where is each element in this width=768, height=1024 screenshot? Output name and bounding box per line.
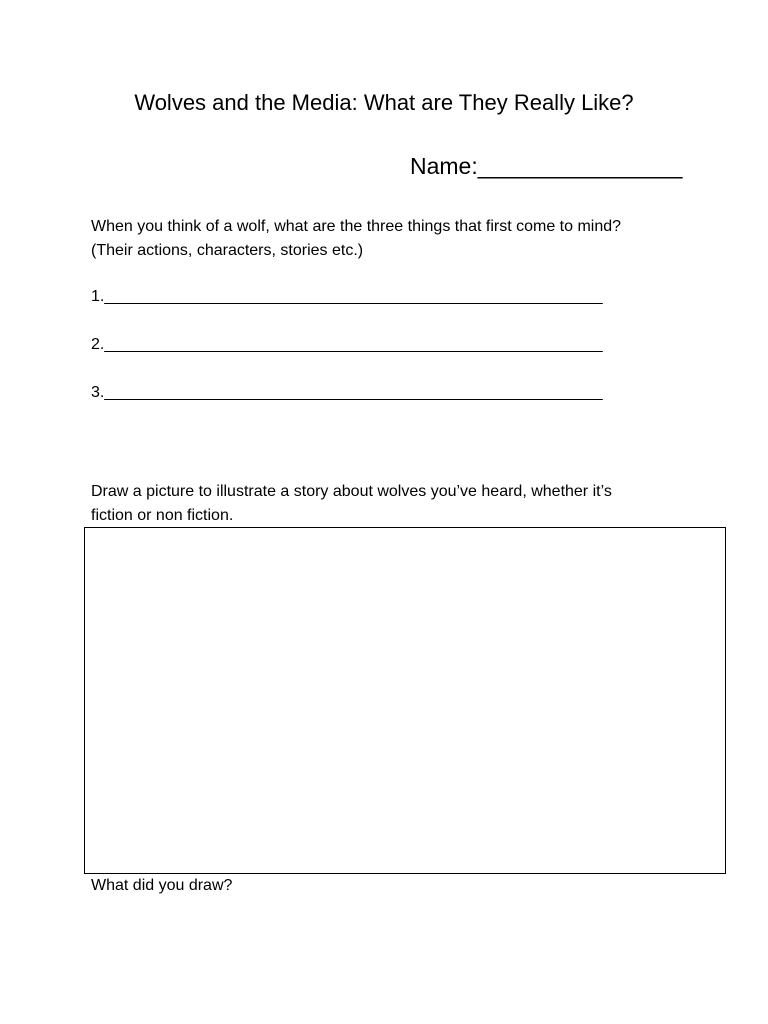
question-line-1: When you think of a wolf, what are the three things that first come to mind? [91, 218, 622, 235]
answer-line-3: 3.________________________________________________________ [91, 384, 603, 401]
drawing-box [84, 527, 726, 874]
draw-instruction-line-1: Draw a picture to illustrate a story about wolves you’ve heard, whether it’s [91, 483, 612, 500]
answer-line-1: 1.________________________________________________________ [91, 288, 603, 305]
question-line-2: (Their actions, characters, stories etc.) [91, 242, 364, 259]
question-prompt [91, 215, 731, 263]
worksheet-title: Wolves and the Media: What are They Really Like? [134, 90, 634, 115]
draw-instruction-line-2: fiction or non fiction. [91, 507, 234, 524]
answer-line-2: 2.________________________________________________________ [91, 336, 603, 353]
draw-instruction [91, 480, 731, 528]
name-field-label: Name:________________ [410, 153, 683, 179]
what-did-you-draw-prompt: What did you draw? [91, 877, 233, 894]
